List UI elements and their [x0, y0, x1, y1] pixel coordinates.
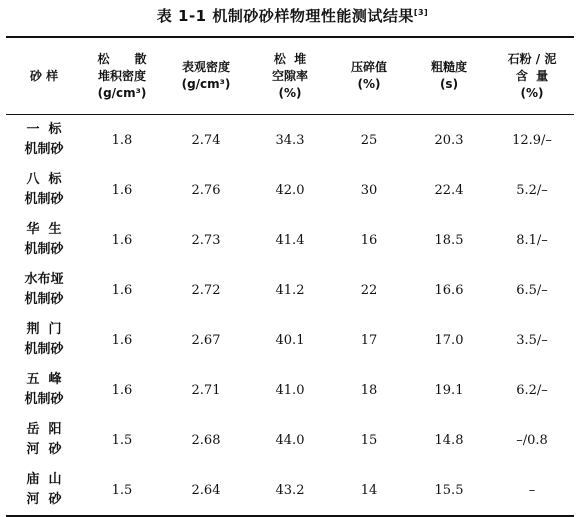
- roughness-cell: 20.3: [434, 132, 464, 148]
- powder-mud-cell: –: [528, 482, 536, 498]
- void-ratio-cell: 40.1: [275, 332, 305, 348]
- apparent-density-cell: 2.73: [191, 232, 221, 248]
- apparent-density-cell: 2.68: [191, 432, 221, 448]
- void-ratio-cell: 41.0: [275, 382, 305, 398]
- void-ratio-cell: 42.0: [275, 182, 305, 198]
- roughness-cell: 14.8: [434, 432, 464, 448]
- header-line: 砂 样: [29, 68, 59, 83]
- header-bulk-density: [82, 37, 162, 115]
- crushing-value-cell: 30: [360, 182, 378, 198]
- apparent-density-cell: 2.74: [191, 132, 221, 148]
- sample-name-line: 河 砂: [26, 492, 62, 507]
- void-ratio-cell: 41.2: [275, 282, 305, 298]
- apparent-density-cell: 2.72: [191, 282, 221, 298]
- sample-name-line: 机制砂: [24, 392, 64, 407]
- header-line: 松 堆: [273, 51, 307, 66]
- crushing-value-cell: 14: [360, 482, 378, 498]
- header-line: 粗糙度: [430, 60, 467, 74]
- table-row: [6, 465, 574, 516]
- header-line: (%): [357, 77, 381, 91]
- sample-name-line: 庙 山: [26, 472, 62, 487]
- sample-name: [6, 365, 82, 415]
- sample-name: [6, 265, 82, 315]
- header-line: (g/cm³): [181, 77, 231, 91]
- sample-name-line: 机制砂: [24, 242, 64, 257]
- header-row: [6, 37, 574, 115]
- header-line: 石粉 / 泥: [507, 51, 557, 66]
- void-ratio-cell: 44.0: [275, 432, 305, 448]
- header-line: 压碎值: [350, 60, 387, 74]
- sample-name: [6, 115, 82, 166]
- roughness-cell: 16.6: [434, 282, 464, 298]
- sample-name-line: 岳 阳: [26, 422, 62, 437]
- sample-name: [6, 415, 82, 465]
- sample-name-line: 五 峰: [26, 372, 62, 387]
- header-apparent-density: [162, 37, 250, 115]
- table-caption: [0, 5, 585, 26]
- sample-name-line: 机制砂: [24, 342, 64, 357]
- sample-name: [6, 215, 82, 265]
- bulk-density-cell: 1.8: [111, 132, 133, 148]
- apparent-density-cell: 2.64: [191, 482, 221, 498]
- sample-name-line: 荆 门: [26, 322, 62, 337]
- bulk-density-cell: 1.6: [111, 182, 133, 198]
- roughness-cell: 17.0: [434, 332, 464, 348]
- roughness-cell: 19.1: [434, 382, 464, 398]
- apparent-density-cell: 2.67: [191, 332, 221, 348]
- sample-name-line: 八 标: [26, 172, 62, 187]
- void-ratio-cell: 43.2: [275, 482, 305, 498]
- apparent-density-cell: 2.76: [191, 182, 221, 198]
- bulk-density-cell: 1.6: [111, 232, 133, 248]
- sample-name: [6, 315, 82, 365]
- header-line: (%): [520, 85, 544, 100]
- sand-properties-table: [6, 36, 574, 517]
- sample-name-line: 华 生: [26, 222, 62, 237]
- caption-title: 表 1-1 机制砂砂样物理性能测试结果: [156, 7, 414, 25]
- header-crushing-value: [330, 37, 408, 115]
- table-row: [6, 115, 574, 166]
- crushing-value-cell: 22: [360, 282, 378, 298]
- table-row: [6, 365, 574, 415]
- powder-mud-cell: 6.5/–: [516, 282, 548, 298]
- table-row: [6, 315, 574, 365]
- header-line: (g/cm³): [97, 85, 147, 100]
- sample-name-line: 机制砂: [24, 292, 64, 307]
- roughness-cell: 18.5: [434, 232, 464, 248]
- sample-name: [6, 465, 82, 516]
- powder-mud-cell: 3.5/–: [516, 332, 548, 348]
- header-line: 表观密度: [181, 60, 230, 74]
- bulk-density-cell: 1.5: [111, 482, 133, 498]
- table-row: [6, 415, 574, 465]
- header-sample: [6, 37, 82, 115]
- header-line: 含 量: [515, 68, 549, 83]
- void-ratio-cell: 41.4: [275, 232, 305, 248]
- table-row: [6, 165, 574, 215]
- roughness-cell: 15.5: [434, 482, 464, 498]
- powder-mud-cell: 6.2/–: [516, 382, 548, 398]
- crushing-value-cell: 15: [360, 432, 378, 448]
- table-row: [6, 215, 574, 265]
- bulk-density-cell: 1.5: [111, 432, 133, 448]
- sample-name-line: 一 标: [26, 122, 62, 137]
- header-powder-mud: [490, 37, 574, 115]
- powder-mud-cell: –/0.8: [516, 432, 548, 448]
- bulk-density-cell: 1.6: [111, 282, 133, 298]
- header-line: 空隙率: [271, 68, 308, 83]
- sample-name: [6, 165, 82, 215]
- powder-mud-cell: 5.2/–: [516, 182, 548, 198]
- crushing-value-cell: 25: [360, 132, 378, 148]
- powder-mud-cell: 12.9/–: [512, 132, 552, 148]
- header-line: 堆积密度: [97, 68, 146, 83]
- roughness-cell: 22.4: [434, 182, 464, 198]
- header-void-ratio: [250, 37, 330, 115]
- header-line: (%): [278, 85, 302, 100]
- sample-name-line: 机制砂: [24, 192, 64, 207]
- bulk-density-cell: 1.6: [111, 332, 133, 348]
- header-line: 松 散: [97, 51, 147, 66]
- sample-name-line: 水布垭: [24, 272, 64, 287]
- apparent-density-cell: 2.71: [191, 382, 221, 398]
- sample-name-line: 机制砂: [24, 142, 64, 157]
- crushing-value-cell: 18: [360, 382, 378, 398]
- header-roughness: [408, 37, 490, 115]
- bulk-density-cell: 1.6: [111, 382, 133, 398]
- caption-reference: [3]: [413, 8, 429, 17]
- void-ratio-cell: 34.3: [275, 132, 305, 148]
- crushing-value-cell: 17: [360, 332, 378, 348]
- sample-name-line: 河 砂: [26, 442, 62, 457]
- table-row: [6, 265, 574, 315]
- header-line: (s): [439, 77, 459, 91]
- powder-mud-cell: 8.1/–: [516, 232, 548, 248]
- crushing-value-cell: 16: [360, 232, 378, 248]
